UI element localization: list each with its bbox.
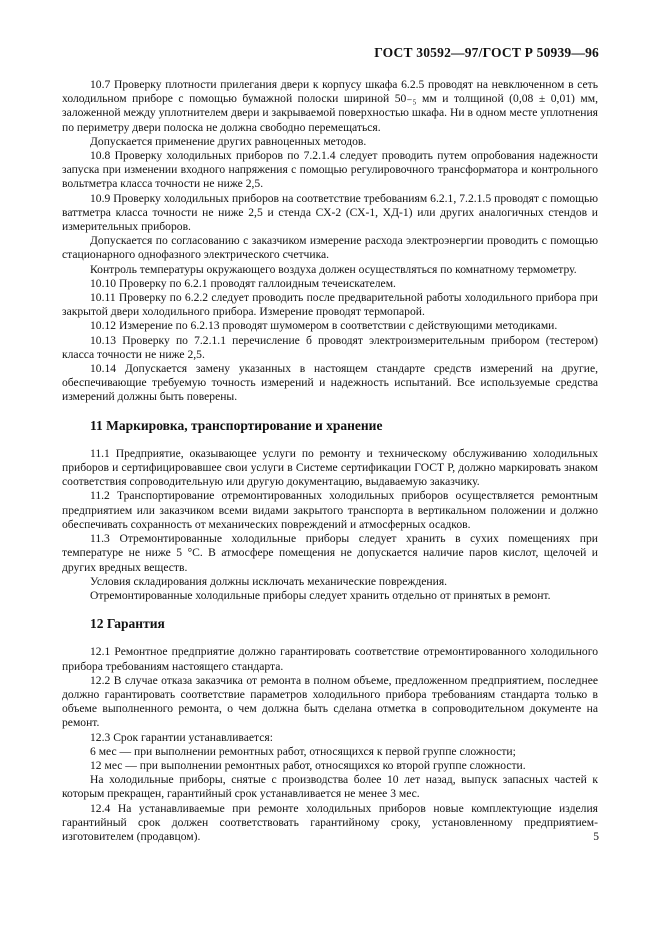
section-11-heading: 11 Маркировка, транспортирование и хранение xyxy=(90,417,383,433)
paragraph-10-12: 10.12 Измерение по 6.2.13 проводят шумомером в соответствии с действующими методиками. xyxy=(90,319,558,333)
page-header: ГОСТ 30592—97/ГОСТ Р 50939—96 xyxy=(374,45,599,60)
page-body xyxy=(62,78,598,844)
paragraph-12-1: 12.1 Ремонтное предприятие должно гарантировать соответствие отремонтированного холодильного прибора требованиям настоящего стандарта. xyxy=(62,645,598,673)
paragraph-10-7: 10.7 Проверку плотности прилегания двери к корпусу шкафа 6.2.5 проводят на невключенном в сеть холодильном приборе с помощью бумажной полоски шириной 50₋₅ мм и толщиной (0,08 ± 0,01) мм, заложенной между уплотнителем двери и закрываемой поверхностью шкафа. Ни в одном месте уплотнения по периметру двери полоска не должна свободно перемещаться. xyxy=(62,78,598,134)
paragraph-10-10: 10.10 Проверку по 6.2.1 проводят галлоидным течеискателем. xyxy=(90,276,396,290)
paragraph-12-3: 12.3 Срок гарантии устанавливается: xyxy=(90,730,273,744)
paragraph: Контроль температуры окружающего воздуха должен осуществляться по комнатному термометру. xyxy=(90,262,577,276)
paragraph: Отремонтированные холодильные приборы следует хранить отдельно от принятых в ремонт. xyxy=(90,588,551,602)
page-number: 5 xyxy=(593,831,599,843)
paragraph-10-8: 10.8 Проверку холодильных приборов по 7.2.1.4 следует проводить путем опробования надежности запуска при изменении входного напряжения с помощью регулировочного трансформатора и контрольного вольтметра класса точности не ниже 2,5. xyxy=(62,149,598,191)
paragraph: 12 мес — при выполнении ремонтных работ, относящихся ко второй группе сложности. xyxy=(90,758,526,772)
paragraph-12-4: 12.4 На устанавливаемые при ремонте холодильных приборов новые комплектующие изделия гарантийный срок должен соответствовать гарантийному сроку, установленному предприятием-изготовителем (продавцом). xyxy=(62,801,598,843)
paragraph-11-1: 11.1 Предприятие, оказывающее услуги по ремонту и техническому обслуживанию холодильных приборов и сертифицировавшее свои услуги в Системе сертификации ГОСТ Р, должно маркировать знаком соответствия сопроводительную или другую документацию, выдаваемую заказчику. xyxy=(62,446,598,489)
paragraph-12-2: 12.2 В случае отказа заказчика от ремонта в полном объеме, предложенном предприятием, последнее должно гарантировать соответствие параметров холодильного прибора требованиям стандарта только в объеме выполненного ремонта, о чем должна быть сделана отметка в сопроводительном документе на ремонт. xyxy=(62,673,598,730)
paragraph-11-2: 11.2 Транспортирование отремонтированных холодильных приборов осуществляется ремонтным предприятием или заказчиком всеми видами закрытого транспорта в вертикальном положении и должно обеспечивать сохранность от механических повреждений и атмосферных осадков. xyxy=(62,489,598,531)
paragraph-10-9: 10.9 Проверку холодильных приборов на соответствие требованиям 6.2.1, 7.2.1.5 проводят с помощью ваттметра класса точности не ниже 2,5 и стенда СХ-2 (СХ-1, ХД-1) или других аналогичных стендов и измерительных приборов. xyxy=(62,191,598,234)
paragraph: 6 мес — при выполнении ремонтных работ, относящихся к первой группе сложности; xyxy=(90,744,516,758)
paragraph: На холодильные приборы, снятые с производства более 10 лет назад, выпуск запасных частей к которым прекращен, гарантийный срок устанавливается не менее 3 мес. xyxy=(62,773,598,801)
paragraph-10-14: 10.14 Допускается замену указанных в настоящем стандарте средств измерений на другие, обеспечивающие требуемую точность измерений и надежность испытаний. Все используемые средства измерений должны быть поверены. xyxy=(62,362,598,404)
paragraph: Допускается применение других равноценных методов. xyxy=(90,134,367,148)
paragraph: Допускается по согласованию с заказчиком измерение расхода электроэнергии проводить с помощью стационарного однофазного электрического счетчика. xyxy=(62,234,598,262)
paragraph: Условия складирования должны исключать механические повреждения. xyxy=(90,574,448,588)
paragraph-10-11: 10.11 Проверку по 6.2.2 следует проводить после предварительной работы холодильного прибора при закрытой двери холодильного прибора. Измерение проводят термопарой. xyxy=(62,291,598,319)
paragraph-10-13: 10.13 Проверку по 7.2.1.1 перечисление б проводят электроизмерительным прибором (тестером) класса точности не ниже 2,5. xyxy=(62,333,598,361)
paragraph-11-3: 11.3 Отремонтированные холодильные приборы следует хранить в сухих помещениях при температуре не ниже 5 °С. В атмосфере помещения не допускается наличие паров кислот, щелочей и других вредных веществ. xyxy=(62,532,598,574)
section-12-heading: 12 Гарантия xyxy=(90,616,165,632)
